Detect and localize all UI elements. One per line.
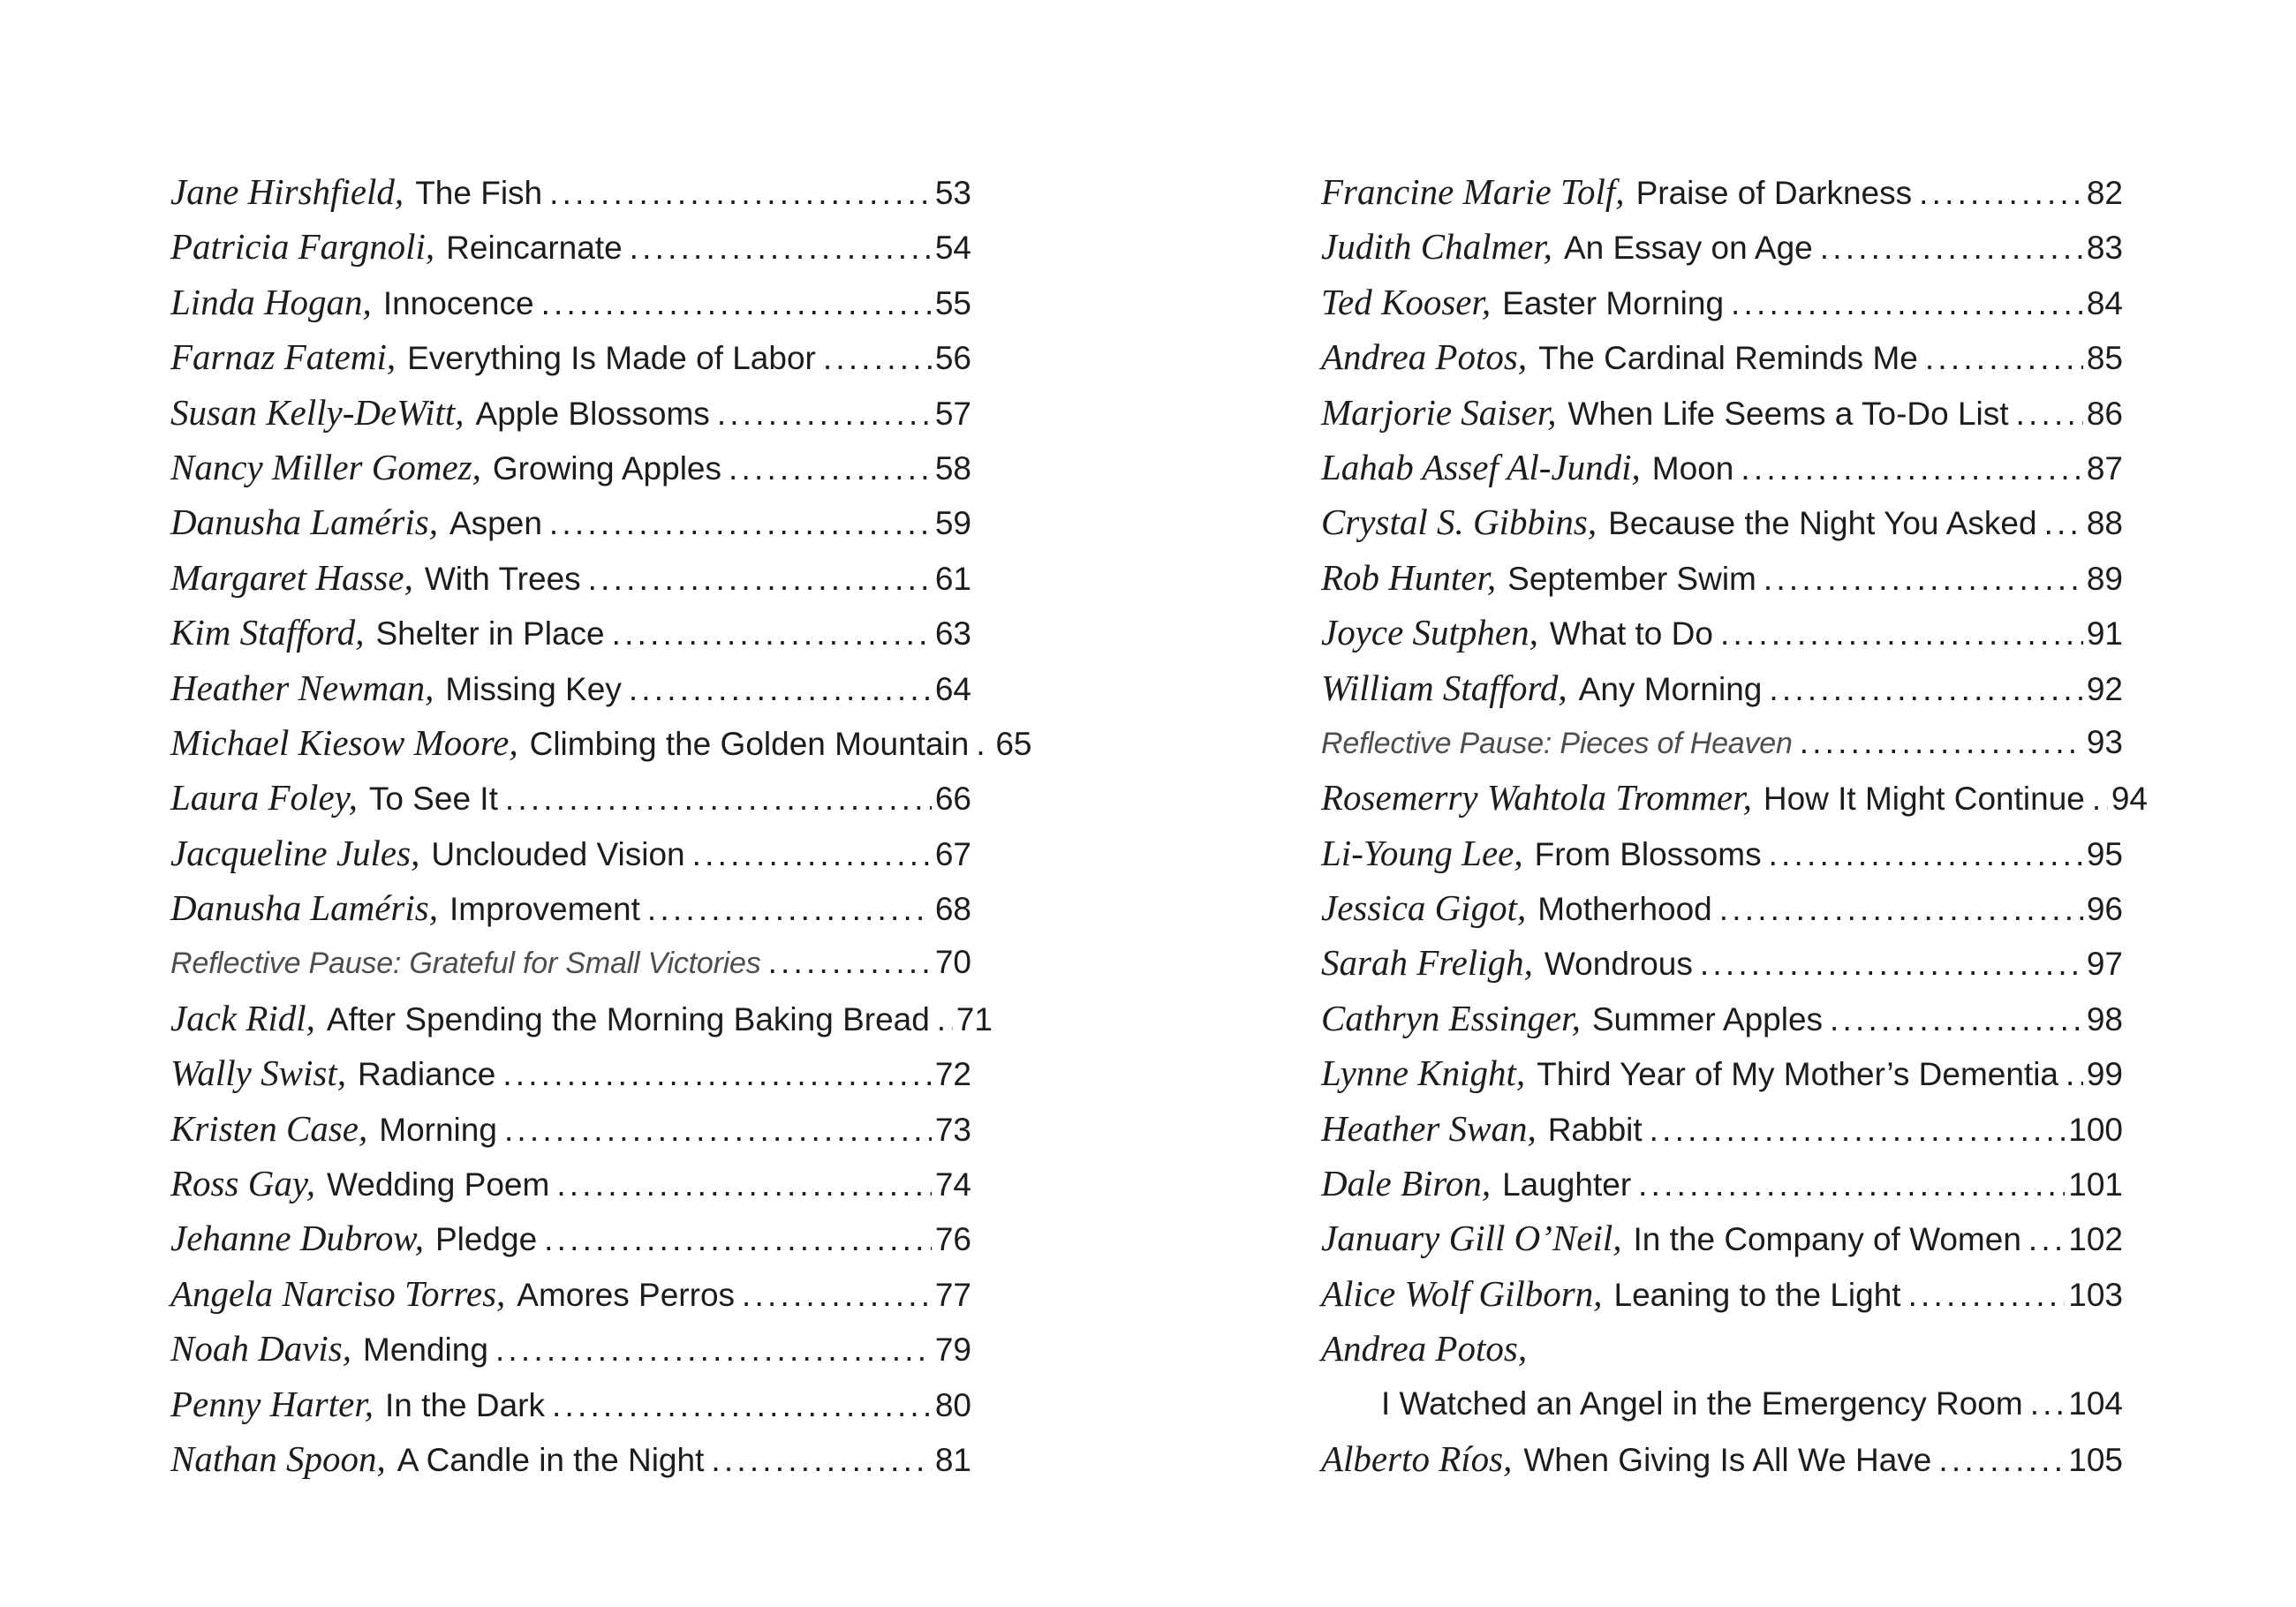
entry-title: After Spending the Morning Baking Bread (326, 1000, 930, 1037)
entry-page-number: 83 (2086, 230, 2123, 267)
entry-page-number: 100 (2068, 1111, 2123, 1148)
entry-title: Reincarnate (446, 230, 623, 267)
toc-entry (170, 1101, 971, 1156)
toc-column-left (170, 164, 1032, 1486)
entry-page-number: 86 (2086, 395, 2123, 432)
entry-page-number: 57 (934, 395, 971, 432)
entry-page-number: 81 (934, 1441, 971, 1478)
entry-author: Cathryn Essinger, (1321, 997, 1581, 1038)
entry-title: The Fish (415, 175, 543, 211)
toc-entry (170, 715, 1032, 770)
entry-page-number: 104 (2068, 1384, 2123, 1422)
dot-leader (504, 1103, 932, 1158)
entry-author: Linda Hogan, (170, 281, 372, 322)
dot-leader (502, 1047, 932, 1102)
entry-title: Summer Apples (1591, 1000, 1824, 1037)
dot-leader (1700, 937, 2083, 992)
entry-author: Ross Gay, (170, 1163, 315, 1204)
entry-author: Alberto Ríos, (1321, 1437, 1513, 1479)
entry-title: In the Dark (385, 1386, 545, 1423)
toc-entry (170, 605, 971, 660)
entry-page-number: 64 (934, 670, 971, 707)
toc-entry (1321, 550, 2123, 605)
toc-entry (1321, 1211, 2123, 1265)
dot-leader (1800, 715, 2083, 770)
entry-title: Unclouded Vision (431, 835, 685, 872)
entry-title: Because the Night You Asked (1608, 505, 2037, 542)
dot-leader (1919, 166, 2083, 221)
toc-entry (1321, 494, 2123, 549)
toc-entry (170, 329, 971, 384)
dot-leader (711, 1433, 931, 1488)
entry-title: When Life Seems a To-Do List (1567, 395, 2009, 432)
entry-title: How It Might Continue (1763, 781, 2085, 818)
entry-page-number: 71 (955, 1000, 993, 1037)
entry-page-number: 84 (2086, 284, 2123, 321)
entry-title: What to Do (1549, 615, 1713, 653)
entry-author: Heather Newman, (170, 667, 434, 708)
entry-author: Margaret Hasse, (170, 556, 413, 598)
dot-leader (541, 276, 932, 331)
dot-leader (549, 166, 932, 221)
dot-leader (937, 992, 953, 1047)
dot-leader (1769, 827, 2083, 882)
dot-leader (1764, 552, 2083, 607)
toc-entry (170, 1045, 971, 1100)
entry-author: Jessica Gigot, (1321, 887, 1527, 929)
dot-leader (1938, 1433, 2065, 1488)
entry-page-number: 77 (934, 1276, 971, 1313)
toc-entry (170, 880, 971, 935)
entry-page-number: 93 (2086, 723, 2123, 760)
dot-leader (1830, 992, 2083, 1047)
entry-page-number: 97 (2086, 946, 2123, 983)
entry-page-number: 101 (2068, 1166, 2123, 1203)
entry-author: January Gill O’Neil, (1321, 1218, 1622, 1259)
toc-entry (1321, 1321, 2123, 1376)
entry-title: Leaning to the Light (1613, 1276, 1901, 1313)
entry-title: Growing Apples (492, 449, 721, 487)
entry-page-number: 79 (934, 1332, 971, 1369)
entry-author: Jehanne Dubrow, (170, 1218, 424, 1259)
entry-title: Moon (1651, 449, 1734, 487)
entry-title: Missing Key (445, 670, 622, 707)
entry-author: Jack Ridl, (170, 997, 315, 1038)
entry-title: A Candle in the Night (397, 1441, 705, 1478)
entry-page-number: 82 (2086, 175, 2123, 211)
entry-author: Francine Marie Tolf, (1321, 171, 1625, 212)
entry-author: Farnaz Fatemi, (170, 336, 397, 378)
entry-page-number: 99 (2086, 1056, 2123, 1093)
entry-title: Radiance (357, 1056, 496, 1093)
entry-author: Heather Swan, (1321, 1107, 1537, 1149)
entry-author: Danusha Laméris, (170, 502, 438, 543)
entry-page-number: 76 (934, 1221, 971, 1258)
entry-title: Wondrous (1544, 946, 1693, 983)
entry-page-number: 105 (2068, 1441, 2123, 1478)
toc-entry (170, 1431, 971, 1486)
entry-title: With Trees (424, 560, 581, 597)
dot-leader (729, 441, 932, 496)
toc-column-right (1321, 164, 2149, 1486)
dot-leader (549, 496, 932, 551)
entry-author: Penny Harter, (170, 1383, 374, 1424)
entry-page-number: 94 (2111, 781, 2149, 818)
entry-author: William Stafford, (1321, 667, 1567, 708)
entry-author: Michael Kiesow Moore, (170, 721, 518, 763)
entry-title: Innocence (382, 284, 534, 321)
toc-entry (1321, 385, 2123, 440)
entry-page-number: 91 (2086, 615, 2123, 653)
entry-page-number: 88 (2086, 505, 2123, 542)
entry-author: Joyce Sutphen, (1321, 612, 1538, 653)
entry-author: Laura Foley, (170, 777, 358, 819)
toc-entry (170, 1211, 971, 1265)
dot-leader (768, 935, 932, 990)
entry-page-number: 85 (2086, 340, 2123, 377)
entry-title: Third Year of My Mother’s Dementia (1537, 1056, 2059, 1093)
entry-title: Improvement (449, 891, 640, 928)
entry-title: Praise of Darkness (1635, 175, 1913, 211)
entry-title: I Watched an Angel in the Emergency Room (1381, 1384, 2023, 1422)
toc-entry (170, 275, 971, 329)
entry-author: Patricia Fargnoli, (170, 226, 435, 268)
entry-page-number: 67 (934, 835, 971, 872)
dot-leader (1741, 441, 2082, 496)
entry-author: Crystal S. Gibbins, (1321, 502, 1597, 543)
toc-entry (1321, 1045, 2123, 1100)
dot-leader (1820, 221, 2083, 275)
entry-title: The Cardinal Reminds Me (1538, 340, 1918, 377)
dot-leader (629, 662, 932, 717)
entry-page-number: 102 (2068, 1221, 2123, 1258)
toc-entry (170, 494, 971, 549)
dot-leader (647, 882, 932, 937)
toc-entry (1321, 1377, 2123, 1431)
entry-title: From Blossoms (1534, 835, 1762, 872)
toc-entry (1321, 275, 2123, 329)
toc-entry (1321, 770, 2149, 825)
dot-leader (2016, 387, 2083, 441)
entry-title: Climbing the Golden Mountain (529, 725, 970, 762)
entry-page-number: 54 (934, 230, 971, 267)
entry-author: Marjorie Saiser, (1321, 391, 1557, 433)
toc-entry (170, 164, 971, 219)
dot-leader (630, 221, 932, 275)
entry-author: Kim Stafford, (170, 612, 365, 653)
entry-author: Li-Young Lee, (1321, 832, 1523, 873)
entry-title: Wedding Poem (327, 1166, 550, 1203)
toc-entry (1321, 935, 2123, 990)
toc-entry (1321, 440, 2123, 494)
entry-author: Rosemerry Wahtola Trommer, (1321, 777, 1752, 819)
toc-entry (170, 385, 971, 440)
entry-author: Susan Kelly-DeWitt, (170, 391, 464, 433)
toc-entry (1321, 605, 2123, 660)
entry-author: Rob Hunter, (1321, 556, 1497, 598)
entry-title: Motherhood (1537, 891, 1712, 928)
dot-leader (2044, 496, 2083, 551)
toc-entry (170, 660, 971, 715)
dot-leader (1908, 1268, 2066, 1323)
dot-leader (495, 1323, 932, 1377)
entry-author: Wally Swist, (170, 1052, 346, 1094)
toc-entry (170, 826, 971, 880)
entry-title: When Giving Is All We Have (1523, 1441, 1932, 1478)
toc-entry (170, 1266, 971, 1321)
entry-title: Any Morning (1578, 670, 1763, 707)
entry-author: Jacqueline Jules, (170, 832, 420, 873)
entry-page-number: 95 (2086, 835, 2123, 872)
dot-leader (976, 717, 992, 772)
dot-leader (2028, 1212, 2065, 1267)
entry-title: Morning (379, 1111, 497, 1148)
entry-page-number: 56 (934, 340, 971, 377)
dot-leader (588, 552, 932, 607)
entry-title: Rabbit (1547, 1111, 1643, 1148)
entry-page-number: 63 (934, 615, 971, 653)
toc-entry (1321, 826, 2123, 880)
toc-entry (1321, 1431, 2123, 1486)
entry-page-number: 98 (2086, 1000, 2123, 1037)
entry-author: Nancy Miller Gomez, (170, 446, 481, 487)
entry-title: Pledge (434, 1221, 538, 1258)
entry-page-number: 96 (2086, 891, 2123, 928)
toc-entry (170, 1156, 971, 1211)
entry-page-number: 53 (934, 175, 971, 211)
toc-entry (170, 1321, 971, 1376)
toc-entry (1321, 1101, 2123, 1156)
entry-author: Lahab Assef Al-Jundi, (1321, 446, 1641, 487)
dot-leader (544, 1212, 932, 1267)
toc-entry (170, 1377, 971, 1431)
dot-leader (717, 387, 932, 441)
toc-entry (170, 219, 971, 274)
entry-page-number: 65 (995, 725, 1032, 762)
entry-title: In the Company of Women (1633, 1221, 2021, 1258)
entry-author: Sarah Freligh, (1321, 942, 1533, 984)
entry-title: Shelter in Place (375, 615, 605, 653)
dot-leader (612, 607, 932, 661)
entry-page-number: 92 (2086, 670, 2123, 707)
entry-author: Andrea Potos, (1321, 336, 1528, 378)
dot-leader (1731, 276, 2083, 331)
toc-entry (170, 935, 971, 990)
toc-entry (1321, 329, 2123, 384)
toc-entry (1321, 715, 2123, 770)
entry-page-number: 80 (934, 1386, 971, 1423)
toc-entry (1321, 1266, 2123, 1321)
dot-leader (1719, 882, 2083, 937)
dot-leader (2092, 772, 2108, 826)
toc-entry (1321, 660, 2123, 715)
entry-title: Apple Blossoms (475, 395, 710, 432)
entry-page-number: 87 (2086, 449, 2123, 487)
entry-page-number: 55 (934, 284, 971, 321)
entry-page-number: 72 (934, 1056, 971, 1093)
entry-title: To See It (368, 781, 498, 818)
entry-author: Alice Wolf Gilborn, (1321, 1272, 1603, 1314)
toc-entry (170, 770, 971, 825)
entry-title: Amores Perros (517, 1276, 736, 1313)
dot-leader (2066, 1047, 2083, 1102)
toc-entry (170, 991, 993, 1045)
reflective-pause-label: Reflective Pause: Pieces of Heaven (1321, 726, 1793, 760)
entry-author: Danusha Laméris, (170, 887, 438, 929)
entry-title: September Swim (1507, 560, 1756, 597)
toc-entry (1321, 1156, 2123, 1211)
entry-page-number: 68 (934, 891, 971, 928)
entry-title: An Essay on Age (1563, 230, 1813, 267)
entry-author: Nathan Spoon, (170, 1437, 386, 1479)
entry-title: Aspen (449, 505, 542, 542)
entry-author: Noah Davis, (170, 1328, 351, 1369)
entry-page-number: 103 (2068, 1276, 2123, 1313)
entry-page-number: 89 (2086, 560, 2123, 597)
entry-author: Kristen Case, (170, 1107, 368, 1149)
dot-leader (552, 1378, 932, 1433)
entry-title: Mending (363, 1332, 488, 1369)
entry-title: Everything Is Made of Labor (407, 340, 816, 377)
entry-author: Angela Narciso Torres, (170, 1272, 506, 1314)
entry-title: Laughter (1502, 1166, 1632, 1203)
dot-leader (692, 827, 932, 882)
reflective-pause-label: Reflective Pause: Grateful for Small Victories (170, 947, 761, 981)
toc-entry (1321, 991, 2123, 1045)
entry-page-number: 58 (934, 449, 971, 487)
toc-entry (1321, 164, 2123, 219)
entry-page-number: 66 (934, 781, 971, 818)
dot-leader (1925, 331, 2083, 386)
toc-entry (1321, 880, 2123, 935)
dot-leader (1769, 662, 2082, 717)
entry-page-number: 73 (934, 1111, 971, 1148)
entry-page-number: 74 (934, 1166, 971, 1203)
dot-leader (1638, 1158, 2065, 1212)
entry-author: Ted Kooser, (1321, 281, 1492, 322)
entry-author: Judith Chalmer, (1321, 226, 1552, 268)
dot-leader (742, 1268, 932, 1323)
dot-leader (505, 772, 932, 826)
dot-leader (823, 331, 932, 386)
entry-page-number: 70 (934, 944, 971, 981)
entry-author: Dale Biron, (1321, 1163, 1492, 1204)
entry-page-number: 59 (934, 505, 971, 542)
entry-author: Andrea Potos, (1321, 1328, 1528, 1369)
dot-leader (2030, 1377, 2066, 1431)
entry-page-number: 61 (934, 560, 971, 597)
dot-leader (1720, 607, 2083, 661)
entry-author: Jane Hirshfield, (170, 171, 404, 212)
toc-entry (1321, 219, 2123, 274)
entry-author: Lynne Knight, (1321, 1052, 1526, 1094)
dot-leader (556, 1158, 932, 1212)
toc-entry (170, 440, 971, 494)
dot-leader (1650, 1103, 2066, 1158)
toc-entry (170, 550, 971, 605)
entry-title: Easter Morning (1502, 284, 1725, 321)
